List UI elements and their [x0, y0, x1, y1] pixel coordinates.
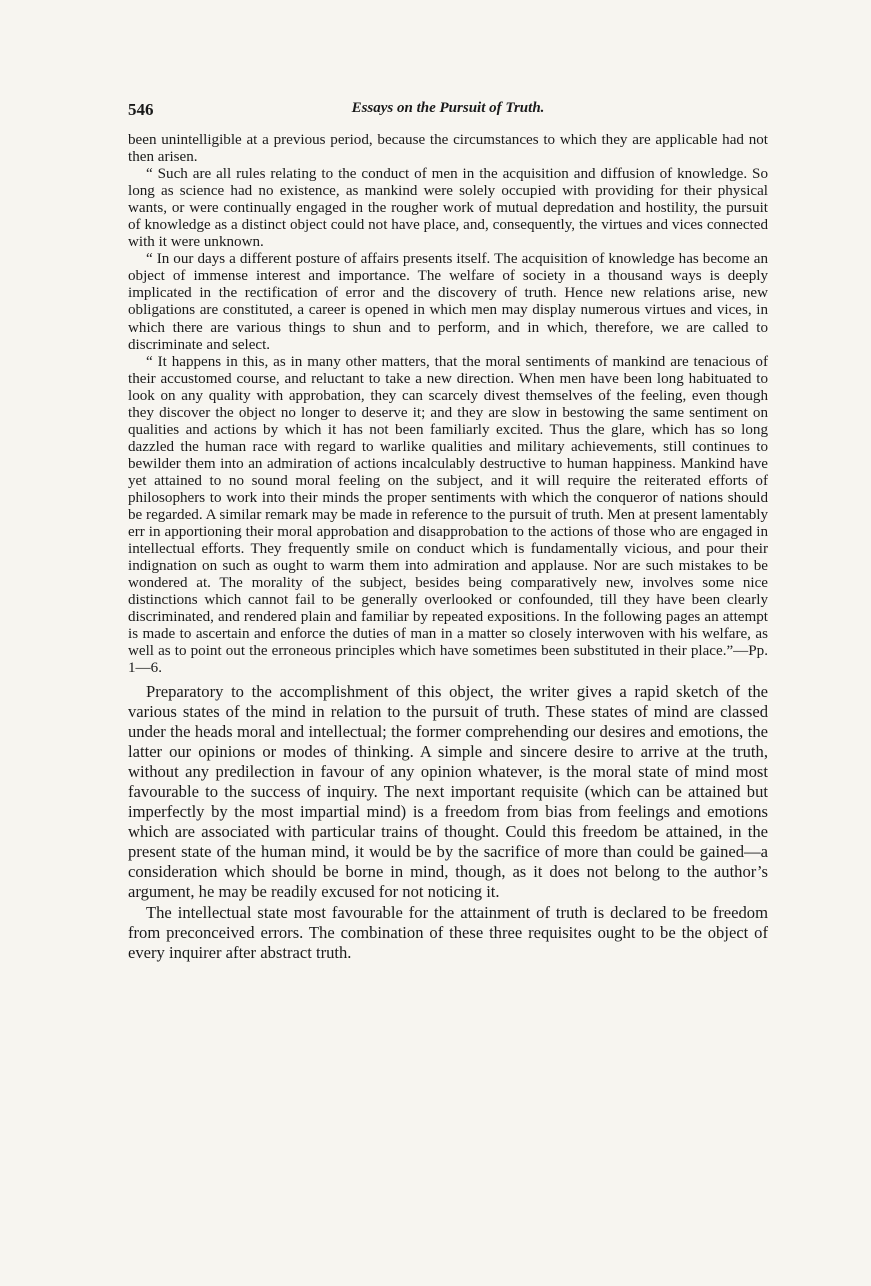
block-quote	[128, 132, 768, 678]
body-paragraph: Preparatory to the accomplishment of this object, the writer gives a rapid sketch of the various states of the mind in relation to the pursuit of truth. These states of mind are classed under the heads moral and intellectual; the former comprehending our desires and emotions, the latter our opinions or modes of thinking. A simple and sincere desire to arrive at the truth, without any predilection in favour of any opinion whatever, is the moral state of mind most favourable to the success of inquiry. The next important requisite (which can be attained but imperfectly by the most impartial mind) is a freedom from bias from feelings and emotions which are associated with particular trains of thought. Could this freedom be attained, in the present state of the human mind, it would be by the sacrifice of more than could be gained—a consideration which should be borne in mind, though, as it does not belong to the author’s argument, he may be readily excused for not noticing it.	[128, 681, 768, 901]
body-paragraph: The intellectual state most favourable for the attainment of truth is declared to be freedom from preconceived errors. The combination of these three requisites ought to be the object of every inquirer after abstract truth.	[128, 903, 768, 963]
running-title: Essays on the Pursuit of Truth.	[351, 100, 545, 116]
quote-paragraph: “ It happens in this, as in many other matters, that the moral sentiments of mankind are tenacious of their accustomed course, and reluctant to take a new direction. When men have been long habituated to look on any quality with approbation, they can scarcely divest themselves of the feeling, even though they discover the object no longer to deserve it; and they are slow in bestowing the same sentiment on qualities and actions by which it has not been familiarly excited. Thus the glare, which has so long dazzled the human race with regard to warlike qualities and military achievements, still continues to bewilder them into an admiration of actions incalculably destructive to human happiness. Mankind have yet attained to no sound moral feeling on the subject, and it will require the reiterated efforts of philosophers to work into their minds the proper sentiments with which the conqueror of nations should be regarded. A similar remark may be made in reference to the pursuit of truth. Men at present lamentably err in apportioning their moral approbation and disapprobation to the actions of those who are engaged in intellectual efforts. They frequently smile on conduct which is fundamentally vicious, and pour their indignation on such as ought to warm them into admiration and applause. Nor are such mistakes to be wondered at. The morality of the subject, besides being comparatively new, involves some nice distinctions which cannot fail to be generally overlooked or confounded, till they have been clearly discriminated, and rendered plain and familiar by repeated expositions. In the following pages an attempt is made to ascertain and enforce the duties of man in a matter so closely interwoven with his welfare, as well as to point out the erroneous principles which have sometimes been substituted in their place.”—Pp. 1—6.	[128, 353, 768, 677]
body-text	[128, 682, 768, 964]
page-header	[128, 100, 768, 130]
quote-paragraph: been unintelligible at a previous period, because the circumstances to which they are applicable had not then arisen.	[128, 132, 768, 166]
quote-paragraph: “ In our days a different posture of affairs presents itself. The acquisition of knowledge has become an object of immense interest and importance. The welfare of society in a thousand ways is deeply implicated in the rectification of error and the discovery of truth. Hence new relations arise, new obligations are constituted, a career is opened in which men may display numerous virtues and vices, in which there are various things to shun and to perform, and in which, therefore, we are called to discriminate and select.	[128, 251, 768, 353]
document-page	[128, 100, 768, 963]
quote-paragraph: “ Such are all rules relating to the conduct of men in the acquisition and diffusion of knowledge. So long as science had no existence, as mankind were solely occupied with providing for their physical wants, or were continually engaged in the rougher work of mutual depredation and hostility, the pursuit of knowledge as a distinct object could not have place, and, consequently, the virtues and vices connected with it were unknown.	[128, 166, 768, 251]
page-number: 546	[128, 100, 154, 119]
